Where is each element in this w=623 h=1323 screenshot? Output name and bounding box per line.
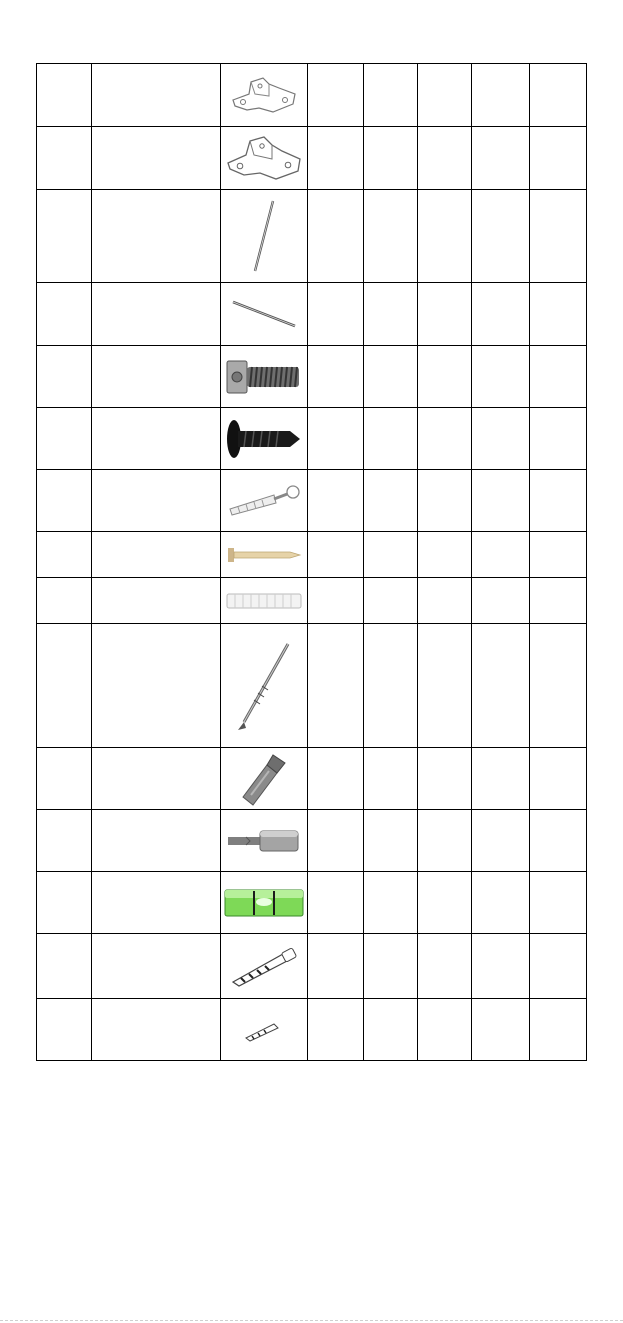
description-cell — [92, 64, 221, 127]
table-row — [37, 190, 587, 283]
item-number-cell — [37, 810, 92, 872]
picture-cell — [221, 470, 308, 532]
picture-cell — [221, 578, 308, 624]
item-number-cell — [37, 999, 92, 1061]
small-drill-bit-icon — [244, 1018, 284, 1042]
item-number-cell — [37, 934, 92, 999]
table-row — [37, 999, 587, 1061]
picture-cell — [221, 346, 308, 408]
short-rod-icon — [227, 296, 301, 332]
picture-cell — [221, 532, 308, 578]
masonry-drill-bit-icon — [229, 944, 299, 988]
nut-driver-bit-icon — [226, 824, 302, 858]
description-cell — [92, 532, 221, 578]
spirit-level-icon — [224, 889, 304, 917]
picture-cell — [221, 624, 308, 748]
description-cell — [92, 470, 221, 532]
item-number-cell — [37, 624, 92, 748]
page-bottom-rule — [0, 1320, 623, 1321]
description-cell — [92, 999, 221, 1061]
item-number-cell — [37, 64, 92, 127]
table-row — [37, 810, 587, 872]
description-cell — [92, 624, 221, 748]
picture-cell — [221, 127, 308, 190]
long-rod-icon — [249, 197, 279, 275]
picture-cell — [221, 190, 308, 283]
table-row — [37, 127, 587, 190]
bracket-plate-icon — [229, 74, 299, 116]
description-cell — [92, 283, 221, 346]
torx-bit-icon — [239, 751, 289, 807]
item-number-cell — [37, 532, 92, 578]
picture-cell — [221, 934, 308, 999]
table-row — [37, 346, 587, 408]
parts-table — [36, 63, 587, 1061]
item-number-cell — [37, 578, 92, 624]
description-cell — [92, 578, 221, 624]
description-cell — [92, 810, 221, 872]
table-row — [37, 283, 587, 346]
picture-cell — [221, 748, 308, 810]
table-row — [37, 934, 587, 999]
description-cell — [92, 127, 221, 190]
description-cell — [92, 190, 221, 283]
table-row — [37, 408, 587, 470]
description-cell — [92, 408, 221, 470]
table-row — [37, 748, 587, 810]
description-cell — [92, 346, 221, 408]
table-row — [37, 470, 587, 532]
item-number-cell — [37, 872, 92, 934]
wall-anchor-screw-icon — [226, 481, 302, 521]
table-row — [37, 578, 587, 624]
item-number-cell — [37, 748, 92, 810]
wood-dowel-icon — [226, 544, 302, 566]
description-cell — [92, 934, 221, 999]
description-cell — [92, 872, 221, 934]
item-number-cell — [37, 470, 92, 532]
item-number-cell — [37, 283, 92, 346]
bracket-plate-icon — [224, 133, 304, 183]
picture-cell — [221, 408, 308, 470]
table-row — [37, 872, 587, 934]
table-row — [37, 624, 587, 748]
picture-cell — [221, 283, 308, 346]
hex-bolt-icon — [225, 357, 303, 397]
picture-cell — [221, 64, 308, 127]
picture-cell — [221, 872, 308, 934]
long-drill-bit-icon — [232, 638, 296, 734]
black-screw-icon — [224, 417, 304, 461]
item-number-cell — [37, 127, 92, 190]
description-cell — [92, 748, 221, 810]
item-number-cell — [37, 346, 92, 408]
table-row — [37, 532, 587, 578]
picture-cell — [221, 810, 308, 872]
picture-cell — [221, 999, 308, 1061]
plastic-strip-icon — [225, 591, 303, 611]
item-number-cell — [37, 190, 92, 283]
item-number-cell — [37, 408, 92, 470]
table-row — [37, 64, 587, 127]
